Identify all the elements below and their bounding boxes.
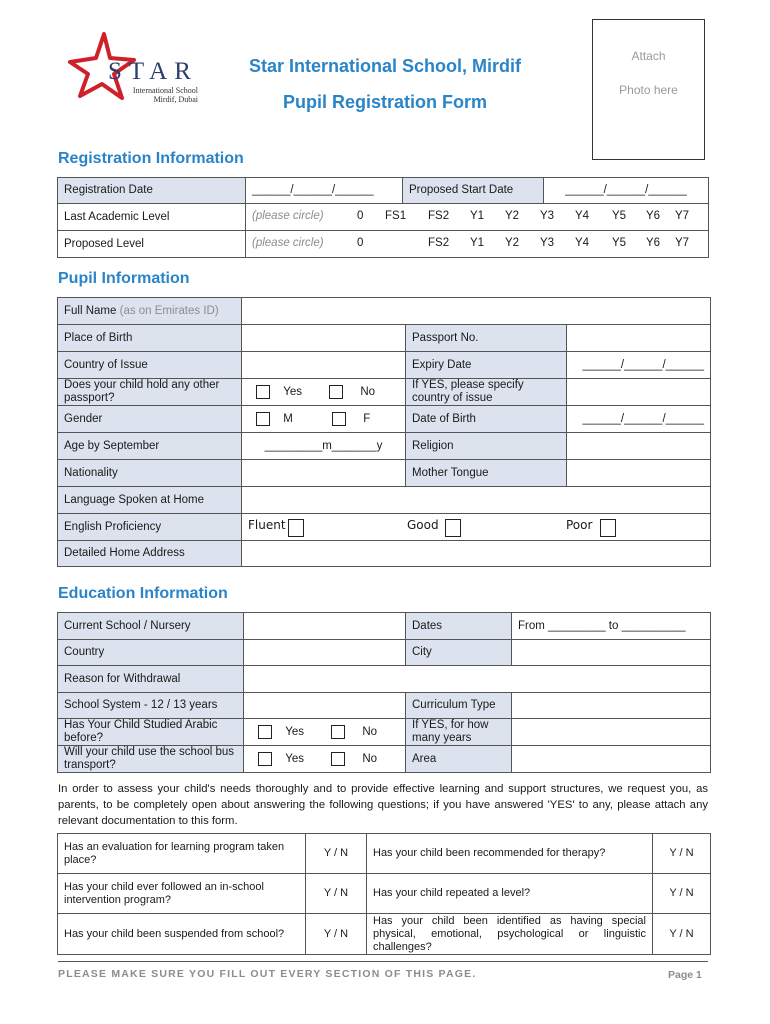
- start-date-field[interactable]: ______/______/______: [544, 178, 709, 204]
- last-level-label: Last Academic Level: [58, 204, 246, 231]
- reg-date-field[interactable]: ______/______/______: [246, 178, 403, 204]
- place-of-birth-field[interactable]: [242, 325, 406, 352]
- level-option[interactable]: Y1: [470, 210, 485, 222]
- withdrawal-field[interactable]: [244, 666, 711, 693]
- assessment-paragraph: In order to assess your child's needs thoroughly and to provide effective learning and support structures, we request you, as parents, to be completely open about answering the following questions; if you have answered 'YES' to any, please attach any relevant documentation to this form.: [58, 783, 708, 827]
- no-checkbox[interactable]: [331, 752, 345, 766]
- school-name: Star International School, Mirdif: [248, 56, 522, 76]
- country-of-issue-label: Country of Issue: [58, 352, 242, 379]
- dates-label: Dates: [406, 613, 512, 640]
- yes-checkbox[interactable]: [258, 752, 272, 766]
- english-options: Fluent Good Poor: [242, 514, 711, 541]
- bus-label: Will your child use the school bus transport?: [58, 746, 244, 773]
- level-option[interactable]: Y2: [505, 237, 520, 249]
- gender-options: M F: [242, 406, 406, 433]
- school-system-label: School System - 12 / 13 years: [58, 693, 244, 719]
- area-field[interactable]: [512, 746, 711, 773]
- expiry-date-label: Expiry Date: [406, 352, 567, 379]
- age-field[interactable]: _________m_______y: [242, 433, 406, 460]
- nationality-field[interactable]: [242, 460, 406, 487]
- dob-field[interactable]: ______/______/______: [567, 406, 711, 433]
- current-school-field[interactable]: [244, 613, 406, 640]
- assessment-question: Has your child been suspended from school?: [58, 914, 306, 955]
- level-option[interactable]: Y3: [540, 210, 555, 222]
- yn-answer[interactable]: Y / N: [306, 874, 367, 914]
- logo-text: STAR: [108, 58, 198, 85]
- passport-no-label: Passport No.: [406, 325, 567, 352]
- language-home-field[interactable]: [242, 487, 711, 514]
- arabic-years-label: If YES, for how many years: [406, 719, 512, 746]
- photo-label-here: Photo here: [619, 83, 678, 97]
- other-passport-options: Yes No: [242, 379, 406, 406]
- language-home-label: Language Spoken at Home: [58, 487, 242, 514]
- assessment-question: Has your child ever followed an in-school intervention program?: [58, 874, 306, 914]
- poor-checkbox[interactable]: [600, 519, 616, 537]
- arabic-years-field[interactable]: [512, 719, 711, 746]
- level-option[interactable]: Y4: [575, 210, 590, 222]
- if-yes-country-label: If YES, please specify country of issue: [406, 379, 567, 406]
- assessment-question: Has an evaluation for learning program taken place?: [58, 834, 306, 874]
- level-option[interactable]: Y6: [646, 237, 661, 249]
- education-heading: Education Information: [58, 585, 228, 602]
- level-option[interactable]: Y7: [675, 210, 690, 222]
- level-option[interactable]: 0: [357, 210, 364, 222]
- assessment-question: Has your child been identified as having special physical, emotional, psychological or linguistic challenges?: [367, 914, 653, 955]
- photo-label-attach: Attach: [631, 49, 666, 63]
- no-checkbox[interactable]: [331, 725, 345, 739]
- level-option[interactable]: FS1: [385, 210, 407, 222]
- yn-answer[interactable]: Y / N: [306, 834, 367, 874]
- city-label: City: [406, 640, 512, 666]
- registration-table: [57, 177, 709, 258]
- school-system-field[interactable]: [244, 693, 406, 719]
- footer-notice: PLEASE MAKE SURE YOU FILL OUT EVERY SECTION OF THIS PAGE.: [58, 968, 477, 980]
- dob-label: Date of Birth: [406, 406, 567, 433]
- education-table: [57, 612, 711, 773]
- good-checkbox[interactable]: [445, 519, 461, 537]
- dates-field[interactable]: From _________ to __________: [512, 613, 711, 640]
- yn-answer[interactable]: Y / N: [653, 834, 711, 874]
- curriculum-field[interactable]: [512, 693, 711, 719]
- yes-checkbox[interactable]: [258, 725, 272, 739]
- pupil-heading: Pupil Information: [58, 270, 190, 287]
- yn-answer[interactable]: Y / N: [653, 874, 711, 914]
- curriculum-label: Curriculum Type: [406, 693, 512, 719]
- religion-label: Religion: [406, 433, 567, 460]
- registration-heading: Registration Information: [58, 150, 244, 167]
- arabic-options: Yes No: [244, 719, 406, 746]
- proposed-level-options: (please circle) 0 FS2 Y1 Y2 Y3 Y4 Y5 Y6 Y7: [246, 231, 709, 258]
- other-passport-label: Does your child hold any other passport?: [58, 379, 242, 406]
- page-number: Page 1: [668, 969, 702, 981]
- withdrawal-label: Reason for Withdrawal: [58, 666, 244, 693]
- full-name-label: Full Name (as on Emirates ID): [58, 298, 242, 325]
- expiry-date-field[interactable]: ______/______/______: [567, 352, 711, 379]
- no-checkbox[interactable]: [329, 385, 343, 399]
- mother-tongue-label: Mother Tongue: [406, 460, 567, 487]
- level-option[interactable]: Y2: [505, 210, 520, 222]
- level-option[interactable]: 0: [357, 237, 364, 249]
- logo-subtitle: International School Mirdif, Dubai: [132, 86, 198, 104]
- country-of-issue-field[interactable]: [242, 352, 406, 379]
- form-title: Pupil Registration Form: [282, 92, 487, 112]
- bus-options: Yes No: [244, 746, 406, 773]
- start-date-label: Proposed Start Date: [403, 178, 544, 204]
- female-checkbox[interactable]: [332, 412, 346, 426]
- city-field[interactable]: [512, 640, 711, 666]
- english-label: English Proficiency: [58, 514, 242, 541]
- assessment-question: Has your child been recommended for therapy?: [367, 834, 653, 874]
- full-name-field[interactable]: [242, 298, 711, 325]
- level-option[interactable]: Y6: [646, 210, 661, 222]
- address-field[interactable]: [242, 541, 711, 567]
- male-checkbox[interactable]: [256, 412, 270, 426]
- country-label: Country: [58, 640, 244, 666]
- level-option[interactable]: FS2: [428, 210, 450, 222]
- last-level-options: (please circle) 0 FS1 FS2 Y1 Y2 Y3 Y4 Y5 Y6 Y7: [246, 204, 709, 231]
- level-option[interactable]: Y5: [612, 210, 627, 222]
- yn-answer[interactable]: Y / N: [653, 914, 711, 955]
- footer-divider: [58, 961, 708, 962]
- level-option[interactable]: FS2: [428, 237, 450, 249]
- passport-no-field[interactable]: [567, 325, 711, 352]
- yn-answer[interactable]: Y / N: [306, 914, 367, 955]
- pupil-table: [57, 297, 711, 567]
- level-option[interactable]: Y1: [470, 237, 485, 249]
- age-label: Age by September: [58, 433, 242, 460]
- religion-field[interactable]: [567, 433, 711, 460]
- mother-tongue-field[interactable]: [567, 460, 711, 487]
- level-option[interactable]: Y7: [675, 237, 690, 249]
- level-option[interactable]: Y4: [575, 237, 590, 249]
- area-label: Area: [406, 746, 512, 773]
- fluent-checkbox[interactable]: [288, 519, 304, 537]
- level-option[interactable]: Y5: [612, 237, 627, 249]
- proposed-level-label: Proposed Level: [58, 231, 246, 258]
- assessment-table: [57, 833, 711, 955]
- level-option[interactable]: Y3: [540, 237, 555, 249]
- address-label: Detailed Home Address: [58, 541, 242, 567]
- current-school-label: Current School / Nursery: [58, 613, 244, 640]
- yes-checkbox[interactable]: [256, 385, 270, 399]
- nationality-label: Nationality: [58, 460, 242, 487]
- if-yes-country-field[interactable]: [567, 379, 711, 406]
- assessment-question: Has your child repeated a level?: [367, 874, 653, 914]
- reg-date-label: Registration Date: [58, 178, 246, 204]
- place-of-birth-label: Place of Birth: [58, 325, 242, 352]
- gender-label: Gender: [58, 406, 242, 433]
- country-field[interactable]: [244, 640, 406, 666]
- arabic-label: Has Your Child Studied Arabic before?: [58, 719, 244, 746]
